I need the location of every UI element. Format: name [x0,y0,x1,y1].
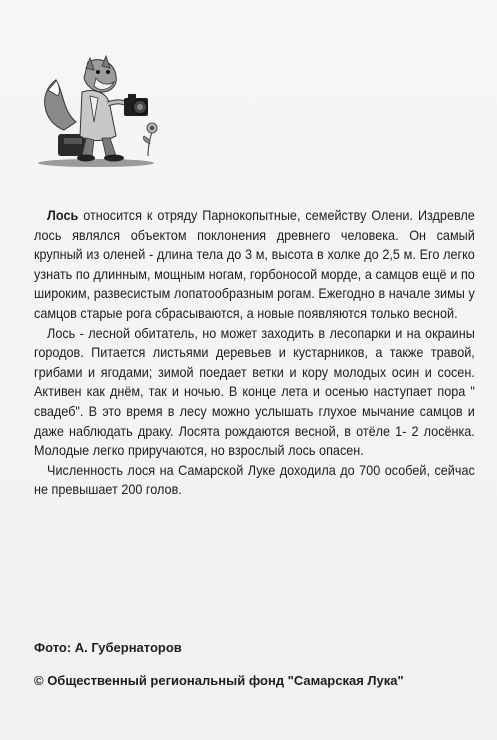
article-text [34,206,475,500]
paragraph-1-text: относится к отряду Парнокопытные, семейству Олени. Издревле лось являлся объектом поклонения древнего человека. Он самый крупный из оленей - длина тела до 3 м, высота в холке до 2,5 м. Его легко узнать по длинным, мощным ногам, горбоносой морде, а самцов ещё и по широким, развесистым лопатообразным рогам. Ежегодно в начале зимы у самцов старые рога сбрасываются, а новые появляются только весной. [34,208,475,321]
paragraph-3: Численность лося на Самарской Луке доходила до 700 особей, сейчас не превышает 200 голов. [34,462,475,498]
fox-photographer-icon [34,52,166,170]
paragraph-1 [34,206,475,324]
photo-credit: Фото: А. Губернаторов [34,640,182,655]
copyright-notice: © Общественный региональный фонд "Самарская Лука" [34,673,404,688]
paragraph-2: Лось - лесной обитатель, но может заходить в лесопарки и на окраины городов. Питается листьями деревьев и кустарников, а также травой, грибами и ягодами; зимой поедает ветки и кору молодых осин и сосен. Активен как днём, так и ночью. В конце лета и осенью наступает пора " свадеб". В это время в лесу можно услышать глухое мычание самцов и даже наблюдать драку. Лосята рождаются весной, в отёле 1- 2 лосёнка. Молодые легко приручаются, но взрослый лось опасен. [34,325,475,459]
lead-word: Лось [47,208,79,223]
